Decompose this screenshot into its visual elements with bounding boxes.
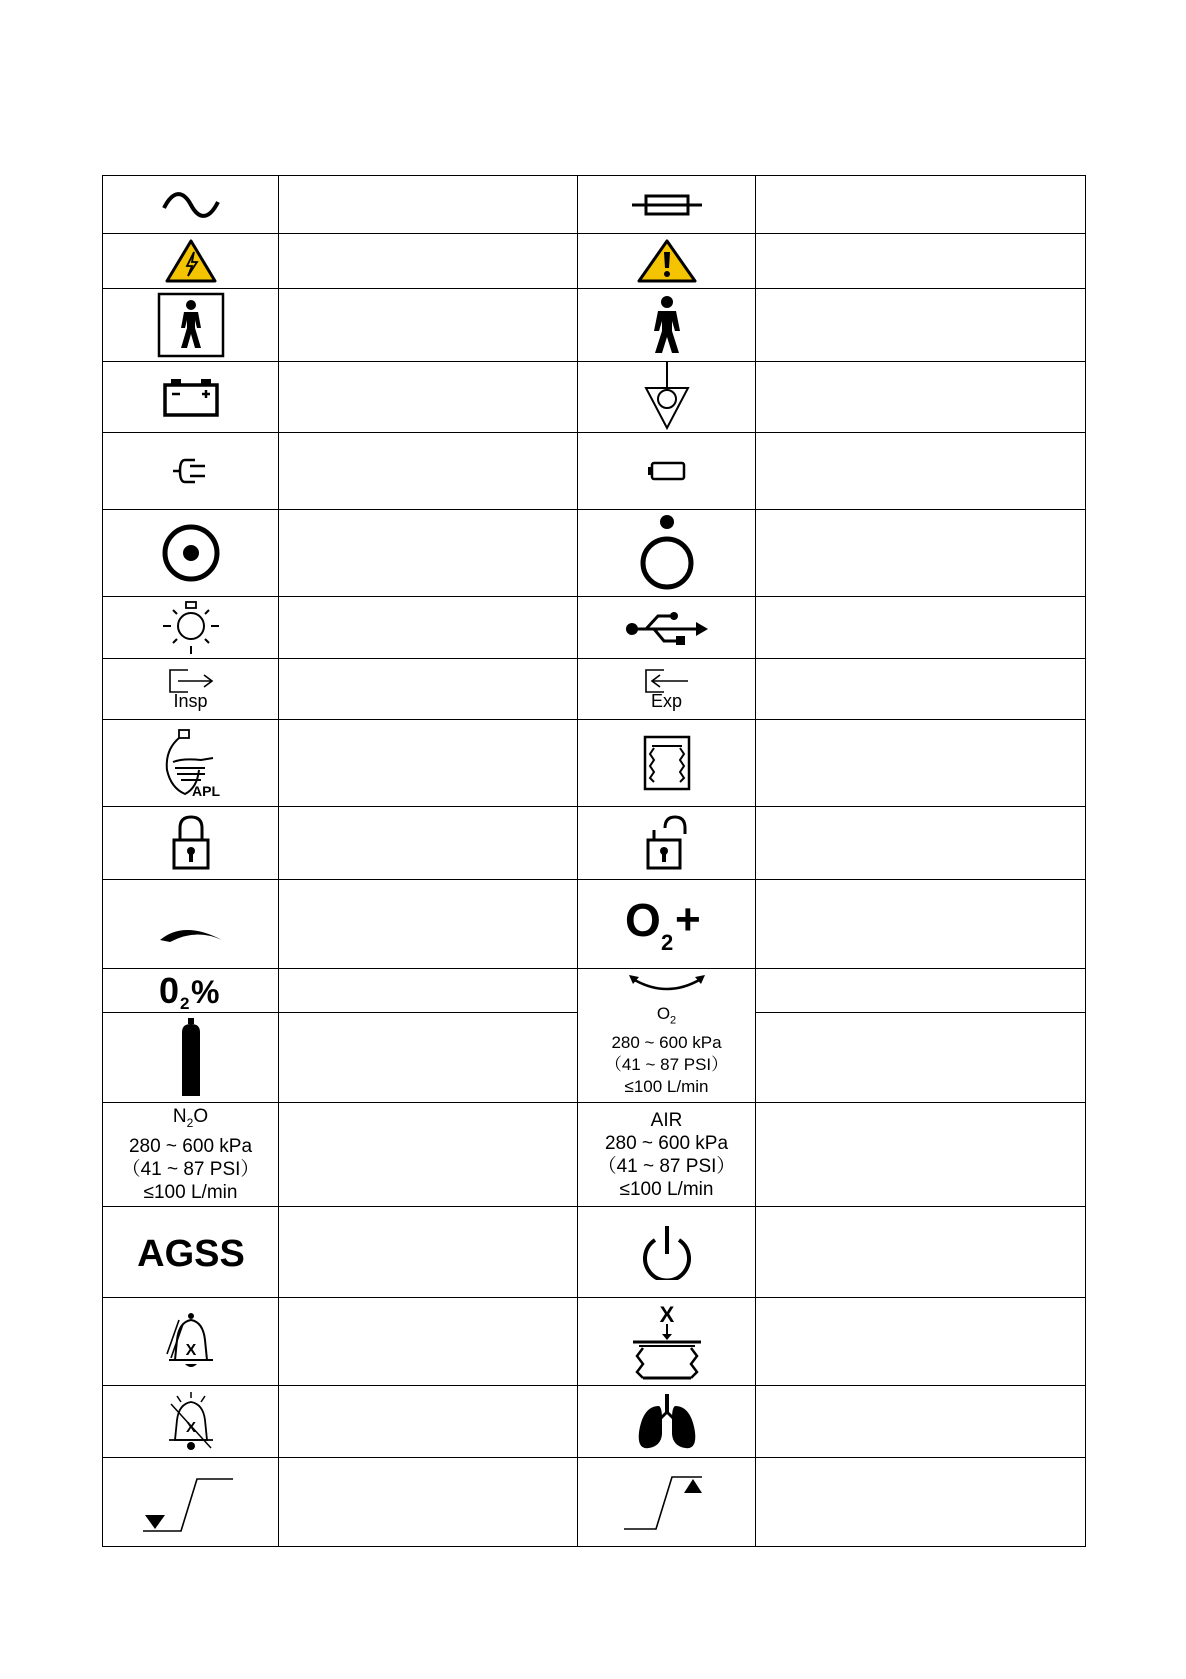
symbol-cell	[103, 969, 279, 1013]
symbol-cell	[103, 1298, 279, 1386]
caution-warning-icon	[636, 238, 698, 284]
description-cell	[756, 659, 1086, 720]
description-cell	[756, 1013, 1086, 1103]
table-row	[103, 597, 1086, 659]
dangerous-voltage-warning-icon	[164, 238, 218, 284]
ac-current-icon	[161, 190, 221, 220]
description-cell	[756, 176, 1086, 234]
description-cell	[279, 1386, 578, 1458]
o2-supply-label	[578, 1003, 755, 1097]
gas-pressure: 280 ~ 600 kPa	[604, 1132, 729, 1154]
symbol-cell	[578, 176, 756, 234]
description-cell	[279, 1298, 578, 1386]
gas-name-subscript: 2	[670, 1014, 677, 1027]
table-row	[103, 1298, 1086, 1386]
description-cell	[756, 1386, 1086, 1458]
svg-text:O: O	[624, 896, 661, 946]
description-cell	[279, 1103, 578, 1207]
work-light-icon	[161, 600, 221, 656]
symbol-cell	[578, 1298, 756, 1386]
svg-text:%: %	[190, 973, 219, 1010]
svg-text:2: 2	[179, 993, 189, 1011]
description-cell	[756, 807, 1086, 880]
description-cell	[756, 234, 1086, 289]
air-supply-label	[578, 1109, 755, 1201]
locked-icon	[171, 814, 211, 872]
alarm-paused-icon	[163, 1310, 219, 1374]
gas-flow: ≤100 L/min	[624, 1076, 709, 1096]
high-limit-icon	[622, 1469, 712, 1535]
symbol-cell	[578, 1386, 756, 1458]
description-cell	[279, 880, 578, 969]
gas-psi: （41 ~ 87 PSI）	[597, 1155, 736, 1177]
description-cell	[756, 1103, 1086, 1207]
table-row	[103, 1458, 1086, 1547]
description-cell	[279, 362, 578, 433]
symbols-table	[102, 175, 1086, 1547]
symbol-cell	[578, 720, 756, 807]
apl-valve-icon	[161, 728, 221, 798]
description-cell	[279, 1458, 578, 1547]
gas-name-subscript: 2	[186, 1115, 194, 1130]
rotate-control-icon	[627, 973, 707, 997]
table-row	[103, 176, 1086, 234]
ac-power-plug-icon	[171, 456, 211, 486]
bellows-max-icon	[627, 1300, 707, 1384]
table-row	[103, 1386, 1086, 1458]
table-row	[103, 234, 1086, 289]
description-cell	[756, 362, 1086, 433]
description-cell	[756, 289, 1086, 362]
description-cell	[279, 510, 578, 597]
svg-text:+: +	[674, 896, 701, 944]
symbol-cell	[578, 1207, 756, 1298]
symbol-cell	[103, 720, 279, 807]
description-cell	[279, 969, 578, 1013]
equipotential-icon	[642, 362, 692, 432]
type-b-applied-part-icon	[642, 295, 692, 355]
description-cell	[279, 433, 578, 510]
table-row	[103, 659, 1086, 720]
symbol-cell	[578, 234, 756, 289]
flow-control-icon	[156, 920, 226, 946]
symbol-cell	[578, 362, 756, 433]
insp-label: Insp	[173, 691, 208, 711]
description-cell	[756, 1207, 1086, 1298]
agss-icon	[136, 1230, 246, 1274]
symbol-cell	[103, 880, 279, 969]
description-cell	[279, 234, 578, 289]
gas-cylinder-icon	[176, 1018, 206, 1098]
description-cell	[279, 1207, 578, 1298]
symbol-cell	[578, 289, 756, 362]
description-cell	[279, 659, 578, 720]
symbol-cell	[103, 1458, 279, 1547]
gas-psi: （41 ~ 87 PSI）	[604, 1054, 729, 1074]
description-cell	[756, 720, 1086, 807]
description-cell	[279, 1013, 578, 1103]
symbol-cell	[103, 234, 279, 289]
n2o-supply-label	[103, 1105, 278, 1204]
gas-psi: （41 ~ 87 PSI）	[121, 1158, 260, 1180]
table-row	[103, 807, 1086, 880]
description-cell	[279, 289, 578, 362]
exp-label: Exp	[650, 691, 683, 711]
o2-concentration-icon	[159, 971, 223, 1011]
gas-flow: ≤100 L/min	[143, 1181, 238, 1203]
symbol-cell	[103, 597, 279, 659]
description-cell	[279, 720, 578, 807]
svg-text:X: X	[659, 1301, 674, 1327]
symbol-cell	[103, 1103, 279, 1207]
symbol-cell	[103, 176, 279, 234]
symbol-cell	[103, 510, 279, 597]
low-limit-icon	[141, 1469, 241, 1535]
gas-name: O	[656, 1004, 671, 1024]
gas-pressure: 280 ~ 600 kPa	[128, 1135, 253, 1157]
gas-name: AIR	[650, 1109, 683, 1131]
table-row	[103, 1103, 1086, 1207]
table-row	[103, 433, 1086, 510]
svg-text:AGSS: AGSS	[136, 1233, 245, 1274]
usb-icon	[624, 608, 710, 648]
gas-name-suffix: O	[193, 1106, 209, 1128]
alarm-silenced-icon	[163, 1390, 219, 1454]
apl-label: APL	[191, 783, 220, 798]
table-row	[103, 289, 1086, 362]
on-icon	[159, 521, 223, 585]
symbol-cell	[103, 1386, 279, 1458]
table-row	[103, 510, 1086, 597]
symbol-cell	[103, 1013, 279, 1103]
description-cell	[279, 807, 578, 880]
description-cell	[756, 969, 1086, 1013]
symbol-cell	[103, 289, 279, 362]
table-row	[103, 969, 1086, 1013]
off-icon	[637, 513, 697, 593]
fuse-icon	[632, 193, 702, 217]
description-cell	[279, 176, 578, 234]
symbol-cell	[103, 807, 279, 880]
standby-power-icon	[639, 1224, 695, 1280]
symbol-cell	[103, 659, 279, 720]
gas-pressure: 280 ~ 600 kPa	[611, 1032, 722, 1052]
svg-text:X: X	[185, 1418, 196, 1436]
symbol-cell	[578, 969, 756, 1103]
svg-text:X: X	[185, 1341, 196, 1359]
table-row	[103, 1207, 1086, 1298]
description-cell	[756, 433, 1086, 510]
symbol-cell	[578, 510, 756, 597]
table-row	[103, 720, 1086, 807]
symbol-cell	[103, 362, 279, 433]
table-row	[103, 880, 1086, 969]
description-cell	[279, 597, 578, 659]
description-cell	[756, 1458, 1086, 1547]
description-cell	[756, 510, 1086, 597]
lungs-icon	[635, 1392, 699, 1452]
o2-flush-icon	[625, 896, 709, 952]
description-cell	[756, 880, 1086, 969]
symbol-cell	[578, 433, 756, 510]
gas-flow: ≤100 L/min	[619, 1178, 714, 1200]
battery-status-icon	[647, 460, 687, 482]
battery-icon	[162, 377, 220, 417]
symbol-cell	[103, 433, 279, 510]
description-cell	[756, 1298, 1086, 1386]
symbol-cell	[578, 880, 756, 969]
type-bf-applied-part-icon	[157, 292, 225, 358]
description-cell	[756, 597, 1086, 659]
symbol-cell	[578, 659, 756, 720]
symbol-cell	[578, 1458, 756, 1547]
table-row	[103, 362, 1086, 433]
svg-text:0: 0	[158, 970, 179, 1011]
gas-name: N	[172, 1106, 187, 1128]
svg-text:2: 2	[660, 930, 673, 952]
symbol-cell	[103, 1207, 279, 1298]
unlocked-icon	[645, 814, 689, 872]
bellows-icon	[642, 734, 692, 792]
symbol-cell	[578, 1103, 756, 1207]
symbol-cell	[578, 807, 756, 880]
symbol-cell	[578, 597, 756, 659]
